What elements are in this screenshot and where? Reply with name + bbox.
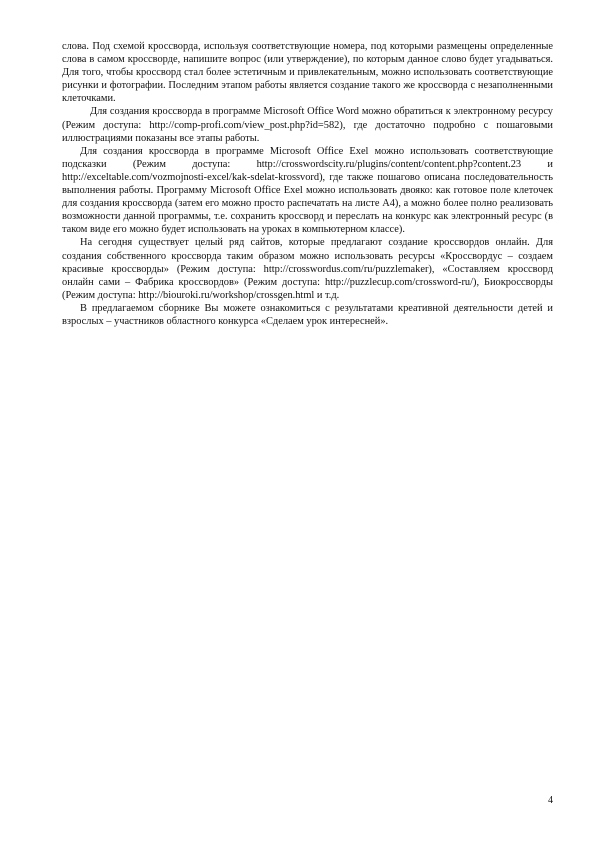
page-number: 4 [548,795,553,806]
paragraph-crossword-steps: слова. Под схемой кроссворда, используя соответствующие номера, под которыми размещены определенные слова в самом кроссворде, напишите вопрос (или утверждение), по которым данное слово будет угадываться. Для того, чтобы кроссворд стал более эстетичным и привлекательным, можно использовать соответствующие рисунки и фотографии. Последним этапом работы является создание такого же кроссворда с незаполненными клеточками. [62,41,553,105]
document-body [62,40,553,328]
paragraph-online-sites: На сегодня существует целый ряд сайтов, которые предлагают создание кроссвордов онлайн. Для создания собственного кроссворда таким образом можно использовать ресурсы «Кроссвордус – создаем красивые кроссворды» (Режим доступа: http://crosswordus.com/ru/puzzlemaker), «Составляем кроссворд онлайн сами – Фабрика кроссвордов» (Режим доступа: http://puzzlecup.com/crossword-ru/), Биокроссворды (Режим доступа: http://biouroki.ru/workshop/crossgen.html и т.д. [62,237,553,301]
paragraph-collection-intro: В предлагаемом сборнике Вы можете ознакомиться с результатами креативной деятельности детей и взрослых – участников областного конкурса «Сделаем урок интересней». [62,302,553,327]
paragraph-word-resource: Для создания кроссворда в программе Microsoft Office Word можно обратиться к электронному ресурсу (Режим доступа: http://comp-profi.com/view_post.php?id=582), где достаточно подробно с пошаговыми иллюстрациями показаны все этапы работы. [62,106,553,144]
paragraph-excel-resource: Для создания кроссворда в программе Microsoft Office Exel можно использовать соответствующие подсказки (Режим доступа: http://crosswordscity.ru/plugins/content/content.php?content.23 и http://exceltable.com/vozmojnosti-excel/kak-sdelat-krossvord), где также пошагово описана последовательность выполнения работы. Программу Microsoft Office Exel можно использовать двояко: как готовое поле клеточек для создания кроссворда (затем его можно просто распечатать на листе А4), а можно более полно реализовать возможности данной программы, т.е. сохранить кроссворд и переслать на конкурс как электронный ресурс (в таком виде его можно будет использовать на уроках в компьютерном классе). [62,145,553,236]
